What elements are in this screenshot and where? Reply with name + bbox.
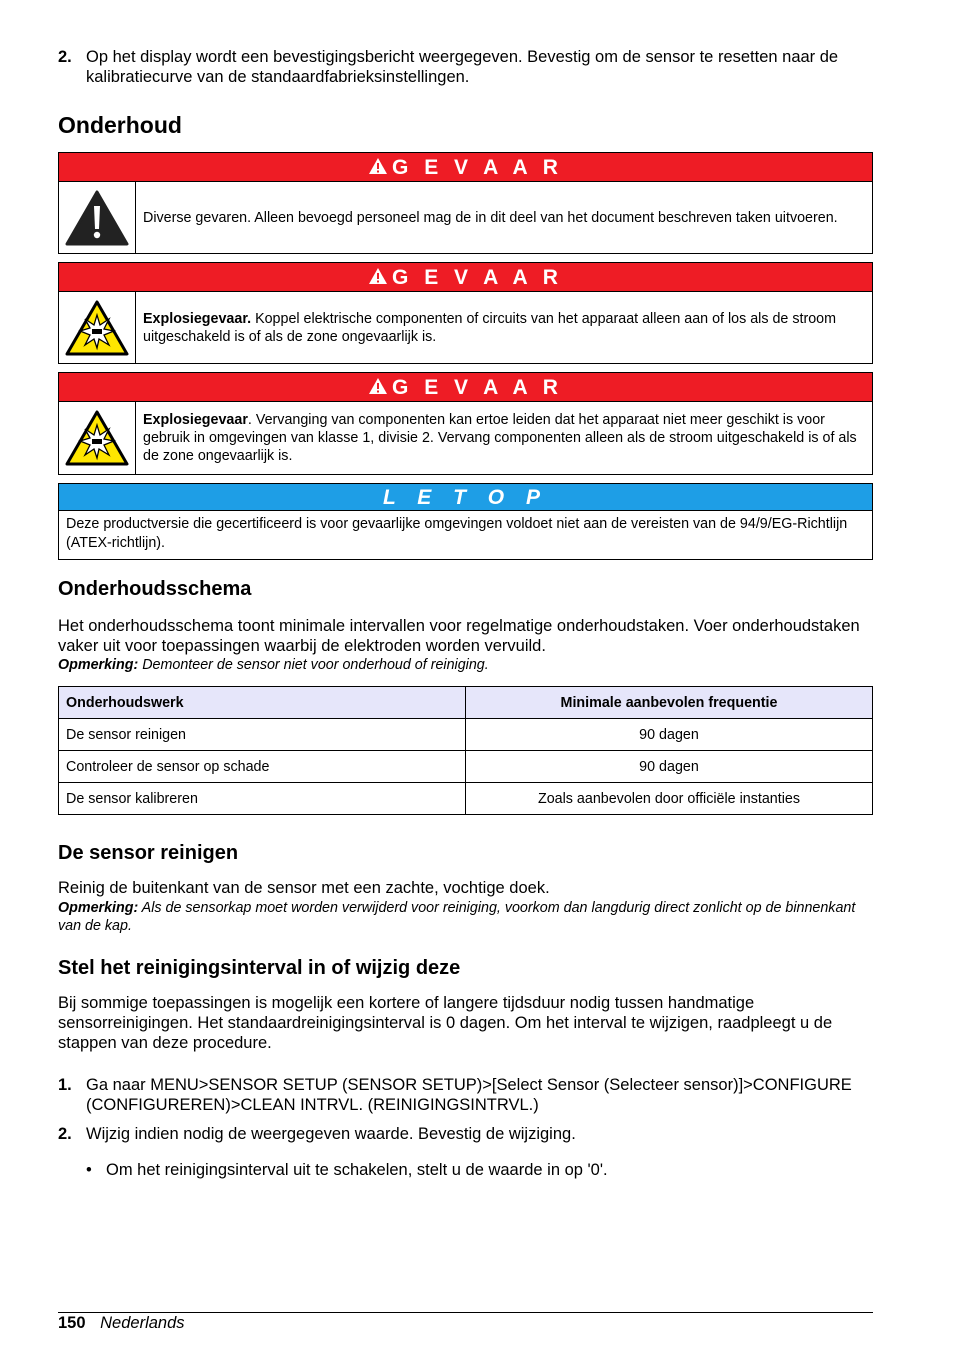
table-cell-task: Controleer de sensor op schade (59, 751, 466, 783)
table-cell-frequency: 90 dagen (466, 719, 873, 751)
table-row (59, 751, 873, 783)
page-footer (58, 1313, 185, 1333)
danger-label: G E V A A R (392, 156, 563, 179)
danger-text: Diverse gevaren. Alleen bevoegd personeel mag de in dit deel van het document beschreven taken uitvoeren. (143, 209, 838, 226)
interval-body: Bij sommige toepassingen is mogelijk een kortere of langere tijdsduur nodig tussen handmatige sensorreinigingen. Het standaardreinigingsinterval is 0 dagen. Om het interval te wijzigen, raadpleegt u de stappen van deze procedure. (58, 994, 833, 1052)
danger-text: Explosiegevaar. Koppel elektrische componenten of circuits van het apparaat alleen aan of los als de stroom uitgeschakeld is of als de zone ongevaarlijk is. (143, 310, 837, 345)
interval-step-2 (58, 1124, 873, 1144)
schedule-note: Opmerking: Demonteer de sensor niet voor onderhoud of reiniging. (58, 657, 489, 673)
footer-language: Nederlands (100, 1314, 185, 1332)
caution-label: L E T O P (59, 484, 872, 511)
warning-triangle-icon (368, 157, 388, 175)
danger-header (59, 373, 872, 402)
schedule-title: Onderhoudsschema (58, 578, 252, 600)
danger-box-explosion-2 (58, 372, 873, 475)
danger-label: G E V A A R (392, 266, 563, 289)
danger-box-explosion-1 (58, 262, 873, 364)
step-number: 1. (58, 1076, 72, 1094)
table-header-task: Onderhoudswerk (59, 687, 466, 719)
step-text: Ga naar MENU>SENSOR SETUP (SENSOR SETUP)>[Select Sensor (Selecteer sensor)]>CONFIGURE (CONFIGUREREN)>CLEAN INTRVL. (REINIGINGSINTRVL.) (86, 1076, 852, 1114)
table-cell-task: De sensor reinigen (59, 719, 466, 751)
interval-bullet (86, 1160, 873, 1180)
interval-title: Stel het reinigingsinterval in of wijzig deze (58, 957, 461, 979)
danger-label: G E V A A R (392, 376, 563, 399)
step-text: Op het display wordt een bevestigingsbericht weergegeven. Bevestig om de sensor te resetten naar de kalibratiecurve van de standaardfabrieksinstellingen. (86, 48, 839, 86)
clean-body: Reinig de buitenkant van de sensor met een zachte, vochtige doek. (58, 879, 550, 897)
danger-header (59, 153, 872, 182)
explosion-hazard-icon (59, 292, 136, 363)
step-number: 2. (58, 48, 72, 66)
caution-text: Deze productversie die gecertificeerd is voor gevaarlijke omgevingen voldoet niet aan de vereisten van de 94/9/EG-Richtlijn (ATEX-richtlijn). (66, 516, 848, 551)
exclamation-triangle-icon (59, 182, 136, 253)
table-cell-frequency: 90 dagen (466, 751, 873, 783)
danger-text: Explosiegevaar. Vervanging van componenten kan ertoe leiden dat het apparaat niet meer geschikt is voor gebruik in omgevingen van klasse 1, divisie 2. Vervang componenten alleen als de stroom uitgeschakeld is of als de zone ongevaarlijk is. (143, 412, 857, 464)
step-text: Wijzig indien nodig de weergegeven waarde. Bevestig de wijziging. (86, 1125, 576, 1143)
explosion-hazard-icon (59, 402, 136, 474)
maintenance-schedule-table (58, 686, 873, 815)
caution-box (58, 483, 873, 560)
interval-step-1 (58, 1075, 873, 1115)
table-cell-frequency: Zoals aanbevolen door officiële instanties (466, 783, 873, 815)
bullet-text: Om het reinigingsinterval uit te schakelen, stelt u de waarde in op '0'. (106, 1161, 608, 1179)
danger-box-general (58, 152, 873, 254)
schedule-body: Het onderhoudsschema toont minimale intervallen voor regelmatige onderhoudstaken. Voer onderhoudstaken vaker uit voor toepassingen waarbij de elektroden worden vervuild. (58, 617, 860, 655)
intro-step (58, 47, 873, 87)
table-row (59, 719, 873, 751)
table-cell-task: De sensor kalibreren (59, 783, 466, 815)
table-row (59, 783, 873, 815)
bullet-mark: • (86, 1161, 92, 1179)
clean-title: De sensor reinigen (58, 842, 239, 864)
page-number: 150 (58, 1314, 86, 1332)
step-number: 2. (58, 1125, 72, 1143)
table-header-frequency: Minimale aanbevolen frequentie (466, 687, 873, 719)
warning-triangle-icon (368, 267, 388, 285)
danger-header (59, 263, 872, 292)
warning-triangle-icon (368, 377, 388, 395)
clean-note: Opmerking: Als de sensorkap moet worden verwijderd voor reiniging, voorkom dan langdurig direct zonlicht op de binnenkant van de kap. (58, 900, 856, 934)
section-title: Onderhoud (58, 112, 182, 138)
table-header-row (59, 687, 873, 719)
